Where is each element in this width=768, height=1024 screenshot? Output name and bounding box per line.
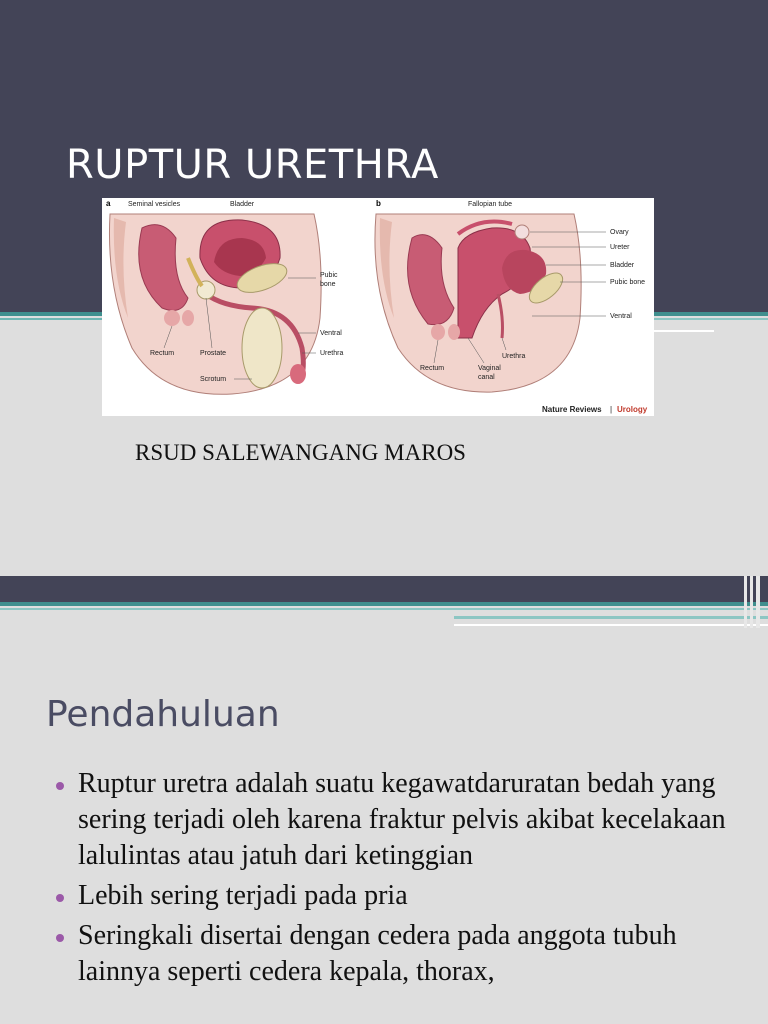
corner-line-3 xyxy=(756,576,760,628)
label-fallopian-tube: Fallopian tube xyxy=(468,201,512,208)
credit-separator: | xyxy=(610,405,613,414)
header-stripe-right xyxy=(654,312,768,316)
label-prostate: Prostate xyxy=(200,350,227,357)
label-pubic-a-1: Pubic xyxy=(320,272,338,279)
label-bladder-b: Bladder xyxy=(610,262,635,269)
slide-subtitle: RSUD SALEWANGANG MAROS xyxy=(135,440,466,465)
header-stripe-right-thin xyxy=(654,318,768,320)
header-stripe-right-white xyxy=(654,330,714,332)
bullet-item: Ruptur uretra adalah suatu kegawatdaruratan bedah yang sering terjadi oleh karena fraktur pelvis akibat kecelakaan lalulintas atau jatuh dari ketinggian xyxy=(50,766,750,874)
bullet-item: Seringkali disertai dengan cedera pada anggota tubuh lainnya seperti cedera kepala, thorax, xyxy=(50,918,750,990)
header-stripe-left xyxy=(0,312,102,316)
slide-2 xyxy=(0,576,768,1024)
credit-section: Urology xyxy=(617,405,648,414)
bullet-item: Lebih sering terjadi pada pria xyxy=(50,878,750,914)
label-ventral-a: Ventral xyxy=(320,330,342,337)
bullet-list xyxy=(50,766,750,994)
label-urethra-a: Urethra xyxy=(320,350,344,357)
label-urethra-b: Urethra xyxy=(502,353,526,360)
label-ureter: Ureter xyxy=(610,244,630,251)
label-rectum-b: Rectum xyxy=(420,365,445,372)
label-pubic-bone-b: Pubic bone xyxy=(610,279,646,286)
male-pelvis-illustration xyxy=(109,214,321,394)
label-ventral-b: Ventral xyxy=(610,313,632,320)
panel-a-label: a xyxy=(106,199,111,208)
corner-line-1 xyxy=(744,576,747,628)
label-vaginal-canal-1: Vaginal xyxy=(478,365,501,372)
anatomy-figure xyxy=(102,198,654,416)
label-seminal-vesicles: Seminal vesicles xyxy=(128,201,181,208)
corner-line-2 xyxy=(750,576,753,628)
slide-title: RUPTUR URETHRA xyxy=(66,142,439,188)
label-ovary: Ovary xyxy=(610,229,629,236)
header-stripe-left-thin xyxy=(0,318,102,320)
header-stripe-2-accent xyxy=(454,616,768,619)
header-band-2 xyxy=(0,576,768,602)
section-title: Pendahuluan xyxy=(46,694,280,735)
label-scrotum: Scrotum xyxy=(200,376,227,383)
label-bladder-a: Bladder xyxy=(230,201,255,208)
credit-journal: Nature Reviews xyxy=(542,405,602,414)
panel-b-label: b xyxy=(376,199,381,208)
header-stripe-2-thin xyxy=(0,608,768,610)
label-pubic-a-2: bone xyxy=(320,281,336,288)
label-vaginal-canal-2: canal xyxy=(478,374,495,381)
header-stripe-2-white xyxy=(454,624,768,626)
label-rectum-a: Rectum xyxy=(150,350,175,357)
header-stripe-2 xyxy=(0,602,768,606)
